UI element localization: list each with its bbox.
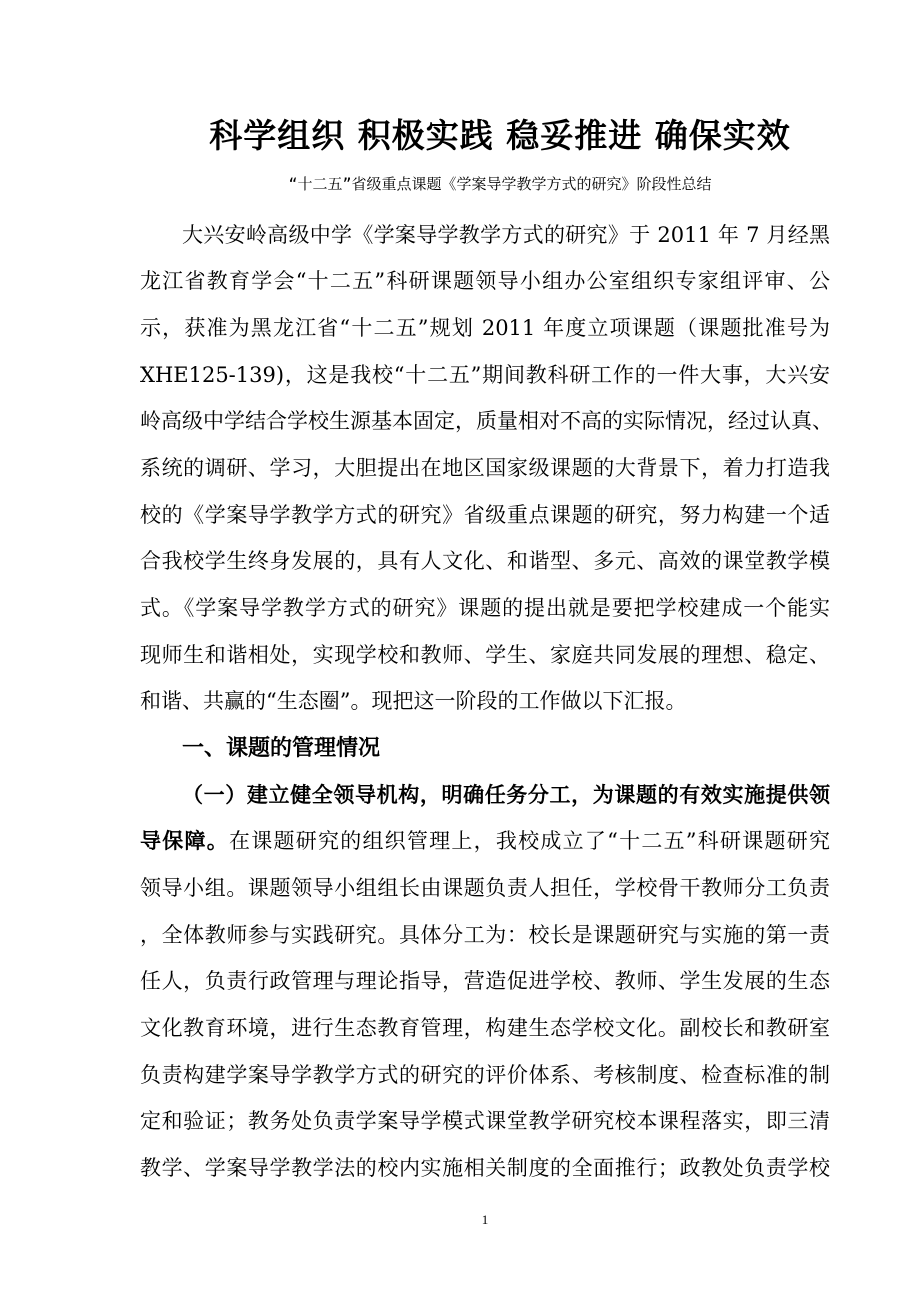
document-title: 科学组织 积极实践 稳妥推进 确保实效	[209, 116, 791, 155]
paragraph-line: 文化教育环境，进行生态教育管理，构建生态学校文化。副校长和教研室	[140, 1016, 830, 1040]
paragraph-line: ，全体教师参与实践研究。具体分工为：校长是课题研究与实施的第一责	[140, 923, 830, 947]
paragraph-line: 龙江省教育学会“十二五”科研课题领导小组办公室组织专家组评审、公	[140, 269, 830, 293]
paragraph-line: 示，获准为黑龙江省“十二五”规划 2011 年度立项课题（课题批准号为	[140, 316, 830, 340]
subsection-heading-end: 导保障。	[140, 828, 229, 853]
paragraph-line: 校的《学案导学教学方式的研究》省级重点课题的研究，努力构建一个适	[140, 503, 830, 527]
paragraph-line: 和谐、共赢的“生态圈”。现把这一阶段的工作做以下汇报。	[140, 689, 687, 713]
paragraph-line: 合我校学生终身发展的，具有人文化、和谐型、多元、高效的课堂教学模	[140, 549, 830, 573]
section-heading: 一、课题的管理情况	[182, 735, 381, 761]
paragraph-line: 系统的调研、学习，大胆提出在地区国家级课题的大背景下，着力打造我	[140, 456, 830, 480]
paragraph-line: 领导小组。课题领导小组组长由课题负责人担任，学校骨干教师分工负责	[140, 876, 830, 900]
paragraph-line: 式。《学案导学教学方式的研究》课题的提出就是要把学校建成一个能实	[140, 596, 830, 620]
paragraph-line: 岭高级中学结合学校生源基本固定，质量相对不高的实际情况，经过认真、	[140, 409, 833, 433]
paragraph-line: 教学、学案导学教学法的校内实施相关制度的全面推行；政教处负责学校	[140, 1156, 830, 1180]
page-number: 1	[481, 1212, 489, 1227]
paragraph-line-mixed	[140, 826, 830, 856]
subsection-heading: （一）建立健全领导机构，明确任务分工，为课题的有效实施提供领	[182, 782, 830, 807]
document-subtitle: “十二五”省级重点课题《学案导学教学方式的研究》阶段性总结	[288, 175, 712, 193]
paragraph-line: 大兴安岭高级中学《学案导学教学方式的研究》于 2011 年 7 月经黑	[182, 223, 830, 247]
paragraph-line: 任人，负责行政管理与理论指导，营造促进学校、教师、学生发展的生态	[140, 969, 830, 993]
paragraph-line: XHE125-139)，这是我校“十二五”期间教科研工作的一件大事，大兴安	[140, 363, 830, 387]
paragraph-line: 现师生和谐相处，实现学校和教师、学生、家庭共同发展的理想、稳定、	[140, 643, 830, 667]
paragraph-text: 在课题研究的组织管理上，我校成立了“十二五”科研课题研究	[228, 829, 830, 853]
paragraph-line: 定和验证；教务处负责学案导学模式课堂教学研究校本课程落实，即三清	[140, 1109, 830, 1133]
paragraph-line: 负责构建学案导学教学方式的研究的评价体系、考核制度、检查标准的制	[140, 1063, 830, 1087]
